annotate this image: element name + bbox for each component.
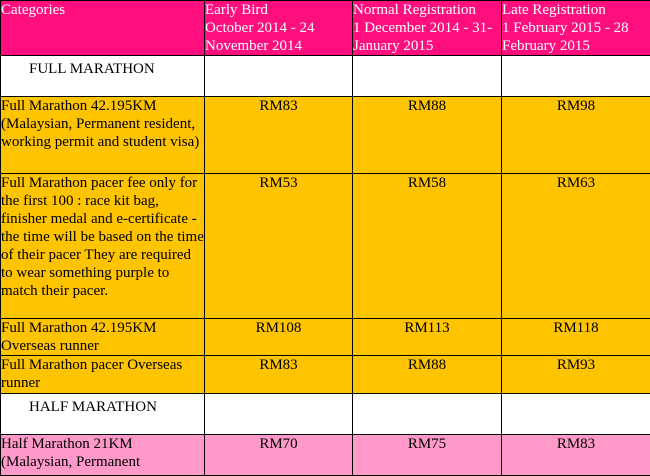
category-cell: Half Marathon 21KM (Malaysian, Permanent <box>1 435 205 476</box>
early-bird-price: RM53 <box>205 174 353 319</box>
late-registration-title: Late Registration <box>502 1 650 19</box>
empty-cell <box>353 394 502 435</box>
section-row-full-marathon <box>1 56 650 97</box>
empty-cell <box>205 56 353 97</box>
empty-cell <box>502 394 650 435</box>
header-normal-registration <box>353 1 502 56</box>
late-registration-dates: 1 February 2015 - 28 February 2015 <box>502 19 650 55</box>
header-categories: Categories <box>1 1 205 56</box>
section-label-half-marathon: HALF MARATHON <box>1 394 205 435</box>
normal-registration-dates: 1 December 2014 - 31- January 2015 <box>353 19 501 55</box>
table-row <box>1 174 650 319</box>
table-row <box>1 356 650 394</box>
empty-cell <box>353 56 502 97</box>
header-late-registration <box>502 1 650 56</box>
early-bird-price: RM83 <box>205 97 353 174</box>
empty-cell <box>205 394 353 435</box>
normal-price: RM88 <box>353 356 502 394</box>
early-bird-dates: October 2014 - 24 November 2014 <box>205 19 352 55</box>
section-row-half-marathon <box>1 394 650 435</box>
late-price: RM118 <box>502 319 650 356</box>
category-cell: Full Marathon pacer Overseas runner <box>1 356 205 394</box>
late-price: RM98 <box>502 97 650 174</box>
normal-price: RM113 <box>353 319 502 356</box>
category-cell: Full Marathon pacer fee only for the first 100 : race kit bag, finisher medal and e-certificate - the time will be based on the time of their pacer They are required to wear something purple to match their pacer. <box>1 174 205 319</box>
early-bird-price: RM70 <box>205 435 353 476</box>
empty-cell <box>502 56 650 97</box>
header-early-bird <box>205 1 353 56</box>
header-row <box>1 1 650 56</box>
normal-price: RM75 <box>353 435 502 476</box>
category-cell: Full Marathon 42.195KM Overseas runner <box>1 319 205 356</box>
early-bird-price: RM83 <box>205 356 353 394</box>
late-price: RM83 <box>502 435 650 476</box>
early-bird-price: RM108 <box>205 319 353 356</box>
late-price: RM93 <box>502 356 650 394</box>
normal-registration-title: Normal Registration <box>353 1 501 19</box>
late-price: RM63 <box>502 174 650 319</box>
table-row <box>1 319 650 356</box>
section-label-full-marathon: FULL MARATHON <box>1 56 205 97</box>
table-row <box>1 435 650 476</box>
normal-price: RM58 <box>353 174 502 319</box>
early-bird-title: Early Bird <box>205 1 352 19</box>
category-cell: Full Marathon 42.195KM (Malaysian, Permanent resident, working permit and student visa) <box>1 97 205 174</box>
table-row <box>1 97 650 174</box>
normal-price: RM88 <box>353 97 502 174</box>
